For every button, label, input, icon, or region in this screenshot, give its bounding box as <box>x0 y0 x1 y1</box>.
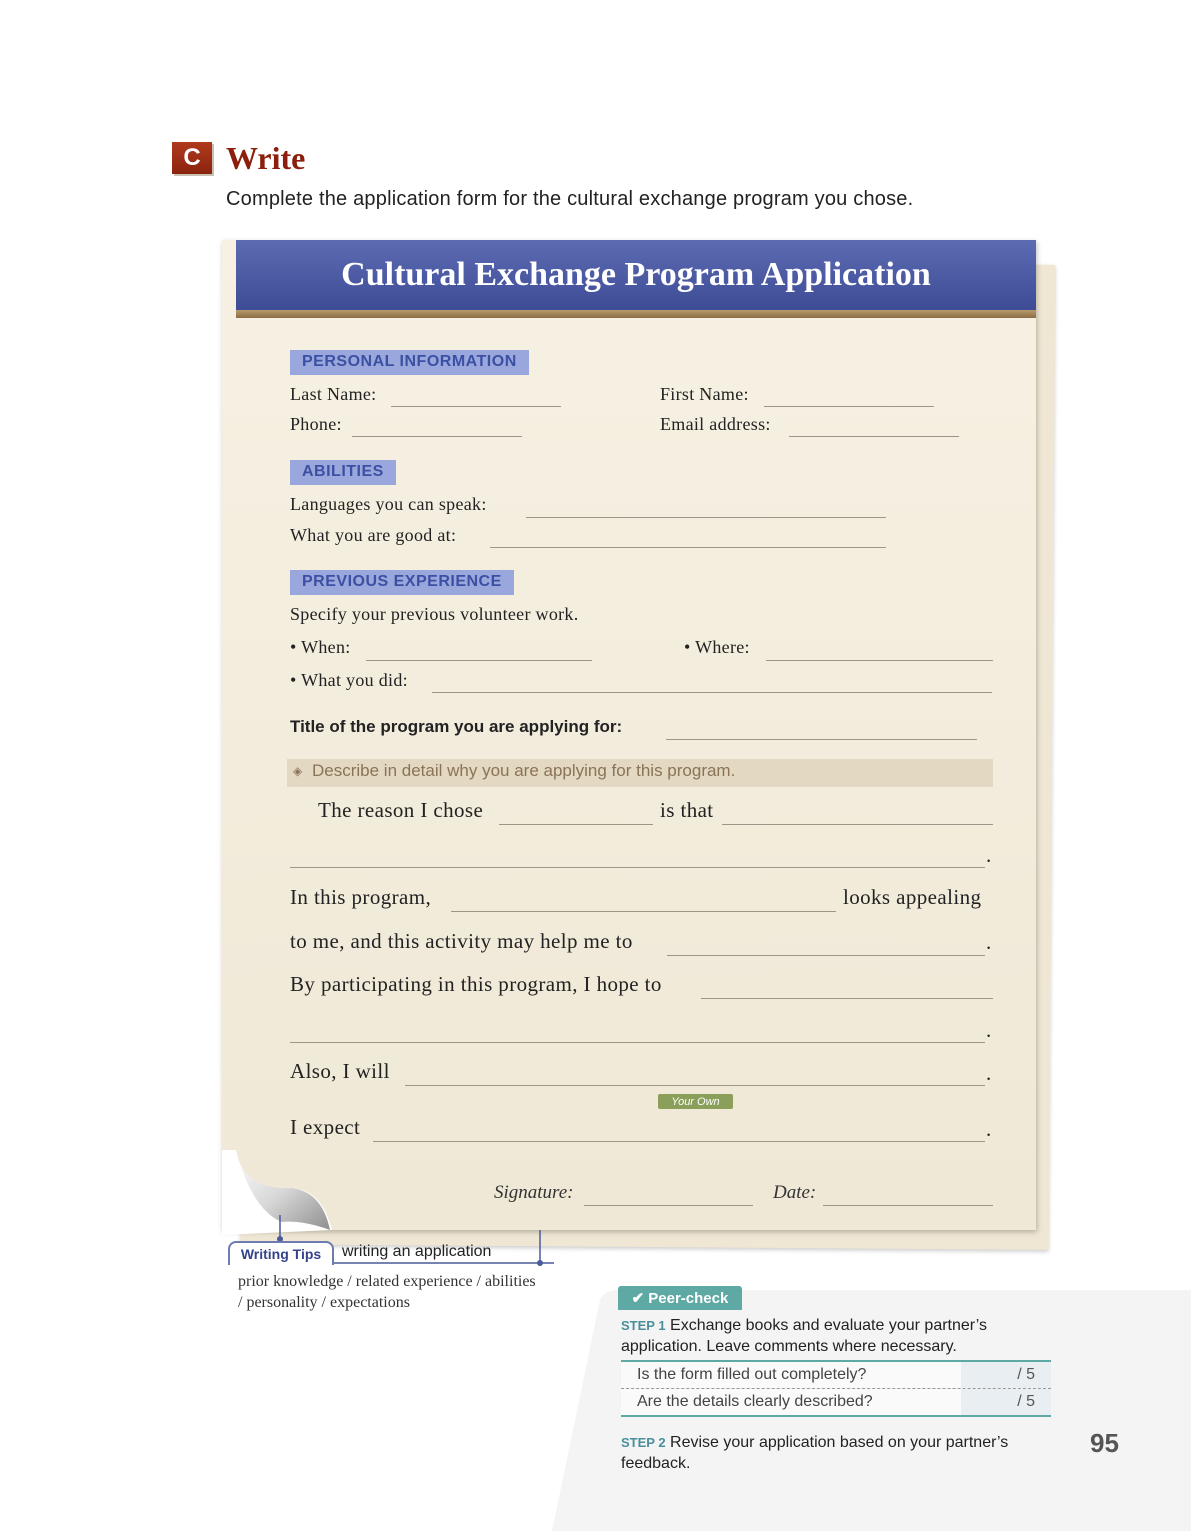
hope-text: By participating in this program, I hope to <box>290 972 662 996</box>
specify-text: Specify your previous volunteer work. <box>290 604 579 624</box>
check-row <box>621 1389 1051 1415</box>
check-score[interactable]: / 5 <box>961 1362 1051 1388</box>
peer-step-1 <box>621 1315 1051 1357</box>
form-title: Cultural Exchange Program Application <box>236 240 1036 310</box>
when-label: • When: <box>290 637 351 657</box>
check-score[interactable]: / 5 <box>961 1389 1051 1415</box>
personal-info-heading: PERSONAL INFORMATION <box>290 350 529 375</box>
your-own-badge: Your Own <box>658 1094 733 1109</box>
writing-tips-content: prior knowledge / related experience / abilities / personality / expectations <box>238 1273 536 1311</box>
writing-tips-tab: Writing Tips <box>228 1241 334 1265</box>
page-number: 95 <box>1090 1428 1119 1458</box>
hope-field[interactable] <box>701 998 993 999</box>
period: . <box>986 1018 992 1042</box>
appealing-activity-field[interactable] <box>451 911 836 912</box>
signature-label: Signature: <box>494 1182 574 1203</box>
also-text: Also, I will <box>290 1059 390 1083</box>
step1-label: STEP 1 <box>621 1318 666 1333</box>
check-row <box>621 1362 1051 1388</box>
help-me-text: to me, and this activity may help me to <box>290 929 633 953</box>
instruction-text: Complete the application form for the cultural exchange program you chose. <box>226 188 914 210</box>
last-name-field[interactable] <box>391 406 561 407</box>
program-title-field[interactable] <box>666 739 977 740</box>
phone-label: Phone: <box>290 414 342 434</box>
hope-continued-field[interactable] <box>290 1042 985 1043</box>
email-field[interactable] <box>789 436 959 437</box>
abilities-heading: ABILITIES <box>290 460 396 485</box>
check-question: Is the form filled out completely? <box>621 1362 961 1388</box>
reason-text-b: is that <box>660 798 714 822</box>
peer-check-table <box>621 1360 1051 1417</box>
expect-text: I expect <box>290 1115 361 1139</box>
step2-label: STEP 2 <box>621 1435 666 1450</box>
writing-tips-label: writing an application <box>342 1243 492 1260</box>
check-question: Are the details clearly described? <box>621 1389 961 1415</box>
form-header-stripe <box>236 310 1036 318</box>
email-label: Email address: <box>660 414 771 434</box>
in-program-text: In this program, <box>290 885 432 909</box>
first-name-label: First Name: <box>660 384 749 404</box>
what-did-field[interactable] <box>432 692 992 693</box>
step2-text: Revise your application based on your partner’s feedback. <box>621 1434 1009 1472</box>
diamond-icon: ◈ <box>293 764 303 778</box>
expect-field[interactable] <box>373 1141 985 1142</box>
date-field[interactable] <box>823 1205 993 1206</box>
signature-field[interactable] <box>584 1205 753 1206</box>
help-me-field[interactable] <box>667 955 985 956</box>
section-title: Write <box>226 140 306 176</box>
period: . <box>986 930 992 954</box>
languages-field[interactable] <box>526 517 886 518</box>
reason-field[interactable] <box>722 824 993 825</box>
last-name-label: Last Name: <box>290 384 377 404</box>
phone-field[interactable] <box>352 436 522 437</box>
period: . <box>986 1117 992 1141</box>
describe-instruction: Describe in detail why you are applying for this program. <box>312 761 736 780</box>
reason-program-field[interactable] <box>499 824 653 825</box>
languages-label: Languages you can speak: <box>290 494 487 514</box>
reason-text-a: The reason I chose <box>318 798 484 822</box>
date-label: Date: <box>773 1182 817 1203</box>
also-field[interactable] <box>405 1085 985 1086</box>
peer-check-label: Peer-check <box>648 1289 729 1307</box>
section-badge: C <box>172 142 212 174</box>
peer-check-tab <box>618 1286 742 1310</box>
program-title-label: Title of the program you are applying for: <box>290 717 623 736</box>
appealing-text: looks appealing <box>843 885 982 909</box>
reason-continued-field[interactable] <box>290 867 985 868</box>
first-name-field[interactable] <box>764 406 934 407</box>
good-at-field[interactable] <box>490 547 886 548</box>
period: . <box>986 1061 992 1085</box>
check-icon: ✔ <box>631 1290 645 1307</box>
good-at-label: What you are good at: <box>290 525 457 545</box>
what-did-label: • What you did: <box>290 670 408 690</box>
experience-heading: PREVIOUS EXPERIENCE <box>290 570 514 595</box>
step1-text: Exchange books and evaluate your partner’s application. Leave comments where necessary. <box>621 1317 987 1355</box>
period: . <box>986 843 992 867</box>
when-field[interactable] <box>366 660 592 661</box>
where-field[interactable] <box>766 660 993 661</box>
peer-step-2 <box>621 1432 1061 1474</box>
where-label: • Where: <box>684 637 750 657</box>
